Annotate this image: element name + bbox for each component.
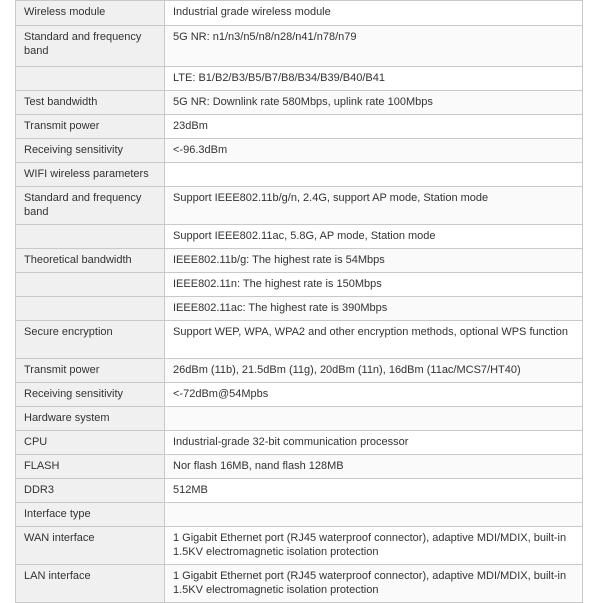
row-label: WAN interface (16, 527, 165, 565)
row-label: Standard and frequency band (16, 187, 165, 225)
table-row (16, 225, 583, 249)
table-row (16, 273, 583, 297)
row-label: Theoretical bandwidth (16, 249, 165, 273)
table-row (16, 527, 583, 565)
row-label: Secure encryption (16, 321, 165, 359)
table-row (16, 139, 583, 163)
table-row (16, 67, 583, 91)
row-label: LAN interface (16, 565, 165, 603)
row-value: 26dBm (11b), 21.5dBm (11g), 20dBm (11n), 16dBm (11ac/MCS7/HT40) (165, 359, 583, 383)
table-row (16, 1, 583, 26)
row-value: <-72dBm@54Mpbs (165, 383, 583, 407)
table-row (16, 26, 583, 67)
row-value (165, 503, 583, 527)
table-row (16, 163, 583, 187)
row-label (16, 273, 165, 297)
row-label: Transmit power (16, 115, 165, 139)
row-value: 5G NR: n1/n3/n5/n8/n28/n41/n78/n79 (165, 26, 583, 67)
row-label (16, 67, 165, 91)
row-value: 512MB (165, 479, 583, 503)
row-value: Support WEP, WPA, WPA2 and other encryption methods, optional WPS function (165, 321, 583, 359)
row-value: Industrial grade wireless module (165, 1, 583, 26)
row-value: LTE: B1/B2/B3/B5/B7/B8/B34/B39/B40/B41 (165, 67, 583, 91)
table-row (16, 431, 583, 455)
row-value: Support IEEE802.11b/g/n, 2.4G, support AP mode, Station mode (165, 187, 583, 225)
row-value: 1 Gigabit Ethernet port (RJ45 waterproof connector), adaptive MDI/MDIX, built-in 1.5KV electromagnetic isolation protection (165, 565, 583, 603)
row-value: <-96.3dBm (165, 139, 583, 163)
row-value: 23dBm (165, 115, 583, 139)
spec-table (15, 0, 583, 603)
row-value (165, 163, 583, 187)
table-row (16, 249, 583, 273)
row-value: 1 Gigabit Ethernet port (RJ45 waterproof connector), adaptive MDI/MDIX, built-in 1.5KV electromagnetic isolation protection (165, 527, 583, 565)
table-row (16, 359, 583, 383)
table-row (16, 503, 583, 527)
row-value: Nor flash 16MB, nand flash 128MB (165, 455, 583, 479)
row-value: IEEE802.11n: The highest rate is 150Mbps (165, 273, 583, 297)
table-row (16, 321, 583, 359)
table-row (16, 383, 583, 407)
row-label: Interface type (16, 503, 165, 527)
row-label: Receiving sensitivity (16, 383, 165, 407)
row-label: Standard and frequency band (16, 26, 165, 67)
row-value: 5G NR: Downlink rate 580Mbps, uplink rate 100Mbps (165, 91, 583, 115)
row-label: WIFI wireless parameters (16, 163, 165, 187)
table-row (16, 455, 583, 479)
row-label: Wireless module (16, 1, 165, 26)
row-label: Test bandwidth (16, 91, 165, 115)
row-label: Hardware system (16, 407, 165, 431)
row-label (16, 297, 165, 321)
row-value (165, 407, 583, 431)
row-value: IEEE802.11ac: The highest rate is 390Mbps (165, 297, 583, 321)
row-label: FLASH (16, 455, 165, 479)
row-value: IEEE802.11b/g: The highest rate is 54Mbps (165, 249, 583, 273)
row-label (16, 225, 165, 249)
table-row (16, 115, 583, 139)
row-label: Receiving sensitivity (16, 139, 165, 163)
row-label: Transmit power (16, 359, 165, 383)
table-row (16, 479, 583, 503)
table-row (16, 565, 583, 603)
table-row (16, 297, 583, 321)
table-row (16, 91, 583, 115)
row-value: Support IEEE802.11ac, 5.8G, AP mode, Station mode (165, 225, 583, 249)
row-label: CPU (16, 431, 165, 455)
row-label: DDR3 (16, 479, 165, 503)
row-value: Industrial-grade 32-bit communication processor (165, 431, 583, 455)
table-row (16, 187, 583, 225)
table-row (16, 407, 583, 431)
